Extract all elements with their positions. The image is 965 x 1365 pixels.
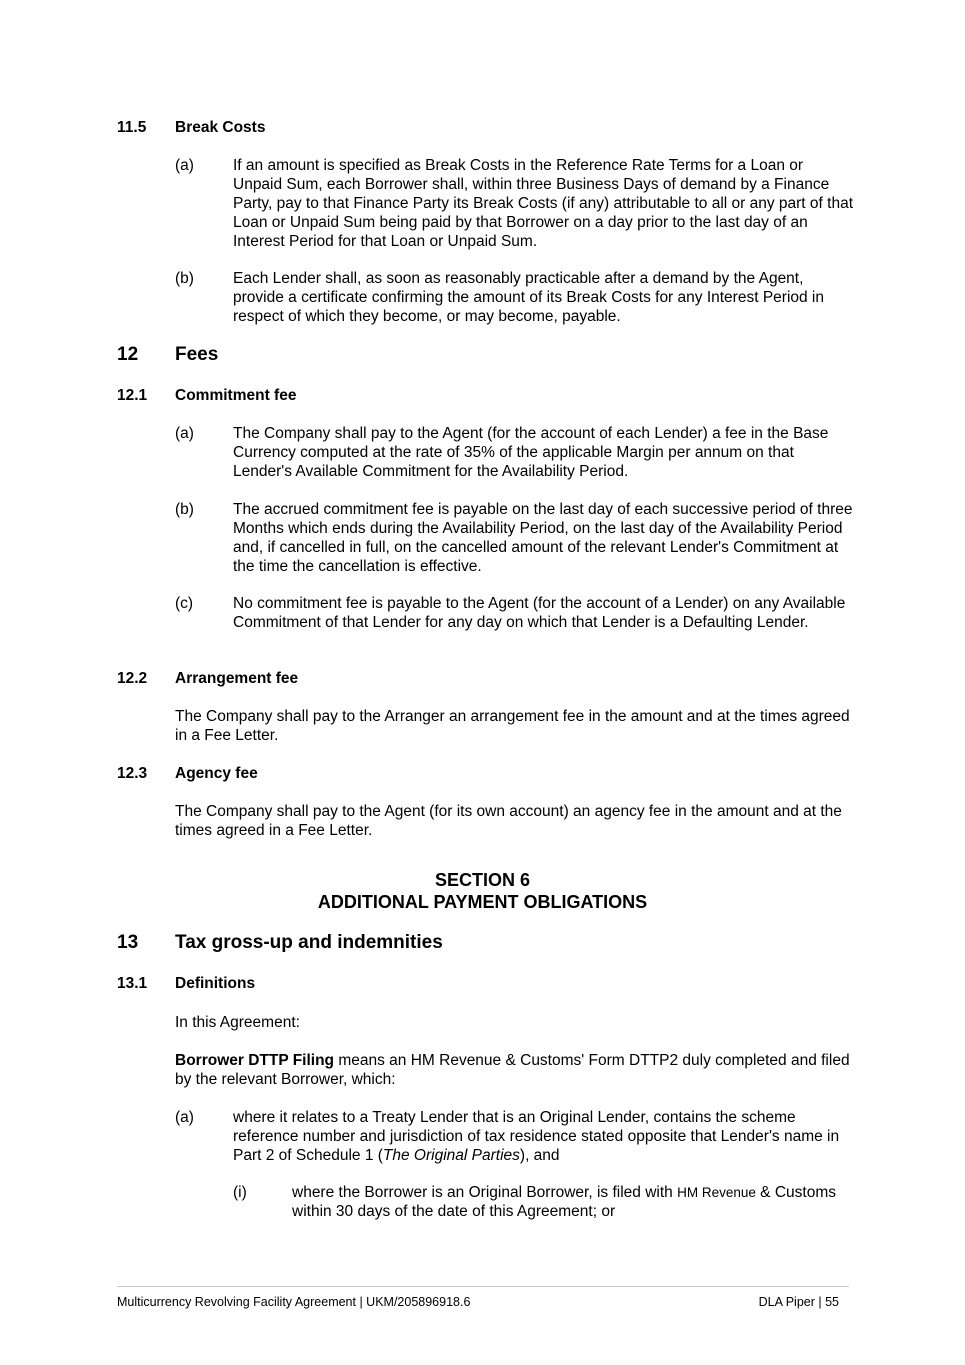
item-label: (b) <box>175 501 194 518</box>
item-label: (b) <box>175 270 194 287</box>
clause-heading: Arrangement fee <box>175 670 299 687</box>
item-label: (a) <box>175 425 194 442</box>
item-text <box>233 1108 853 1165</box>
clause-number: 12.2 <box>117 670 148 687</box>
item-label: (c) <box>175 595 194 612</box>
clause-number: 12.3 <box>117 765 148 782</box>
item-label: (a) <box>175 157 194 174</box>
clause-heading: Commitment fee <box>175 387 297 404</box>
item-text: The Company shall pay to the Agent (for the account of each Lender) a fee in the Base Currency computed at the rate of 35% of the applicable Margin per annum on that Lender's Available Commitment for the Availability Period. <box>233 425 829 480</box>
item-text: No commitment fee is payable to the Agent (for the account of a Lender) on any Available Commitment of that Lender for any day on which that Lender is a Defaulting Lender. <box>233 595 846 631</box>
item-text: The accrued commitment fee is payable on the last day of each successive period of three Months which ends during the Availability Period, on the last day of the Availability Period and, if cancelled in full, on the cancelled amount of the relevant Lender's Commitment at the time the cancellation is effective. <box>233 501 853 575</box>
text-run: ), and <box>519 1147 560 1164</box>
section-number: 13 <box>117 932 139 953</box>
footer-right: DLA Piper | 55 <box>758 1295 839 1309</box>
item-text: If an amount is specified as Break Costs in the Reference Rate Terms for a Loan or Unpaid Sum, each Borrower shall, within three Business Days of demand by a Finance Party, pay to that Finance Party its Break Costs (if any) attributable to all or any part of that Loan or Unpaid Sum being paid by that Borrower on a day prior to the last day of an Interest Period for that Loan or Unpaid Sum. <box>233 157 853 250</box>
text-run: & Customs within 30 days of the date of this Agreement; or <box>292 1184 836 1220</box>
item-text: Each Lender shall, as soon as reasonably practicable after a demand by the Agent, provide a certificate confirming the amount of its Break Costs for any Interest Period in respect of which they become, or may become, payable. <box>233 270 824 325</box>
definition-text: means an HM Revenue & Customs' Form DTTP2 duly completed and filed by the relevant Borrower, which: <box>175 1052 850 1088</box>
subitem-label: (i) <box>233 1184 247 1201</box>
footer-left: Multicurrency Revolving Facility Agreement | UKM/205896918.6 <box>117 1295 471 1309</box>
clause-heading: Break Costs <box>175 119 266 136</box>
footer-rule <box>117 1286 849 1287</box>
section-heading: Tax gross-up and indemnities <box>175 932 443 953</box>
text-run: HM Revenue <box>677 1185 756 1200</box>
clause-heading: Definitions <box>175 975 256 992</box>
item-label: (a) <box>175 1109 194 1126</box>
italic-reference: The Original Parties <box>382 1147 520 1164</box>
text-run: where it relates to a Treaty Lender that is an Original Lender, contains the scheme reference number and jurisdiction of tax residence stated opposite that Lender's name in Part 2 of Schedule 1 ( <box>233 1109 840 1164</box>
clause-heading: Agency fee <box>175 765 258 782</box>
section-heading: Fees <box>175 344 219 365</box>
definition <box>175 1051 855 1089</box>
clause-number: 13.1 <box>117 975 148 992</box>
defined-term: Borrower DTTP Filing <box>175 1052 335 1069</box>
section-title: SECTION 6 <box>434 870 531 890</box>
subitem-text <box>292 1183 852 1221</box>
paragraph: The Company shall pay to the Arranger an arrangement fee in the amount and at the times agreed in a Fee Letter. <box>175 708 850 744</box>
section-subtitle: ADDITIONAL PAYMENT OBLIGATIONS <box>317 892 648 912</box>
paragraph: In this Agreement: <box>175 1014 300 1031</box>
clause-number: 11.5 <box>117 119 147 136</box>
text-run: where the Borrower is an Original Borrower, is filed with <box>292 1184 678 1201</box>
paragraph: The Company shall pay to the Agent (for its own account) an agency fee in the amount and at the times agreed in a Fee Letter. <box>175 803 842 839</box>
section-number: 12 <box>117 344 139 365</box>
clause-number: 12.1 <box>117 387 148 404</box>
